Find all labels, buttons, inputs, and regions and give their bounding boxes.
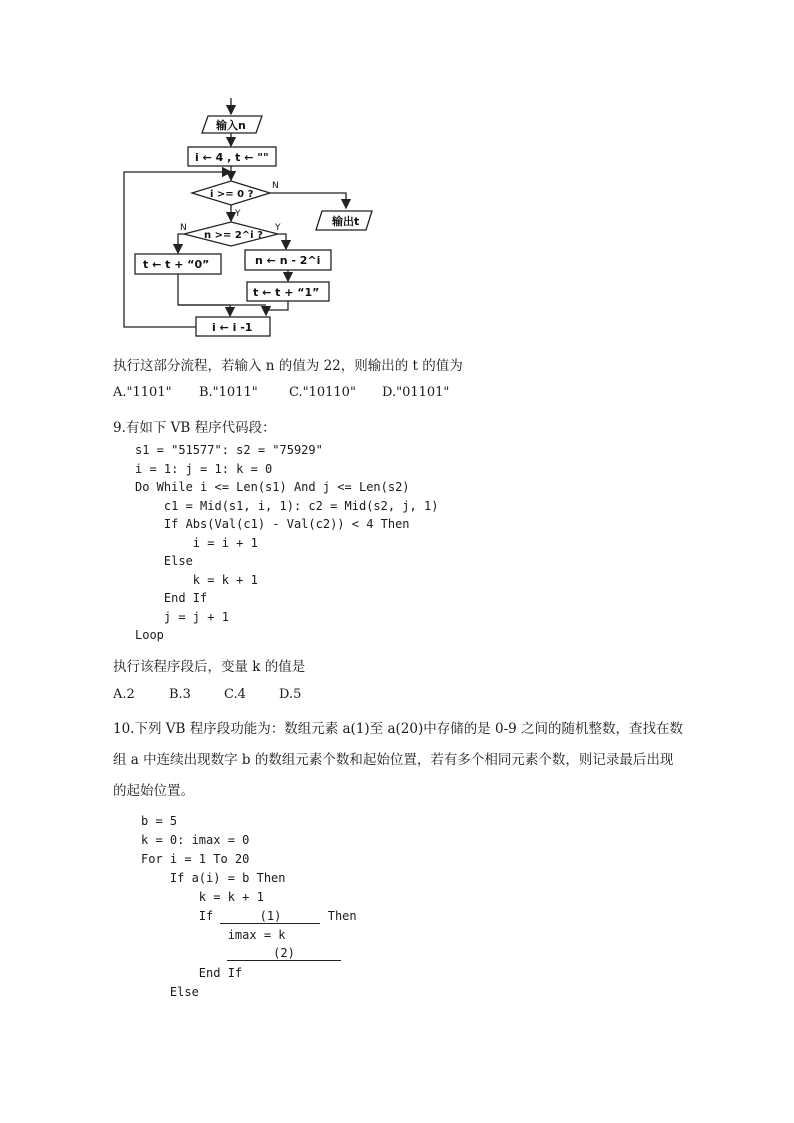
cond1-no-label: N <box>272 181 279 191</box>
q10-code-line-9: End If <box>141 966 243 980</box>
cond1-yes-label: Y <box>235 209 241 219</box>
q10-then-keyword: Then <box>327 909 357 923</box>
q10-text-line-2: 组 a 中连续出现数字 b 的数组元素个数和起始位置，若有多个相同元素个数，则记录最后出现 <box>113 752 674 768</box>
q8-option-b: B."1011" <box>199 385 258 400</box>
cond2-yes-label: Y <box>275 223 281 233</box>
q10-text-line-1: 10.下列 VB 程序段功能为：数组元素 a(1)至 a(20)中存储的是 0-9 之间的随机整数，查找在数 <box>113 721 684 737</box>
q8-text: 执行这部分流程，若输入 n 的值为 22，则输出的 t 的值为 <box>113 358 463 374</box>
q9-code-line-5: If Abs(Val(c1) - Val(c2)) < 4 Then <box>135 517 410 531</box>
q9-code-line-9: End If <box>135 591 208 605</box>
cond2-label: n >= 2^i ? <box>204 230 263 241</box>
left-box-label: t ← t + “0” <box>143 258 210 271</box>
right-box-2-label: t ← t + “1” <box>253 286 320 299</box>
q9-option-b: B.3 <box>169 687 191 702</box>
cond2-no-label: N <box>180 223 187 233</box>
q9-code-line-3: Do While i <= Len(s1) And j <= Len(s2) <box>135 480 410 494</box>
q10-code-line-4: If a(i) = b Then <box>141 871 286 885</box>
q8-option-c: C."10110" <box>289 385 356 400</box>
q10-blank-2[interactable]: (2) <box>227 946 341 961</box>
init-label: i ← 4 , t ← "" <box>195 151 269 164</box>
q9-code-line-2: i = 1: j = 1: k = 0 <box>135 462 273 476</box>
q10-text-line-3: 的起始位置。 <box>113 783 194 799</box>
bottom-box-label: i ← i -1 <box>212 321 253 334</box>
q10-code-line-3: For i = 1 To 20 <box>141 852 250 866</box>
q9-option-d: D.5 <box>279 687 302 702</box>
flowchart <box>110 90 410 350</box>
q9-code-line-6: i = i + 1 <box>135 536 258 550</box>
q9-question: 执行该程序段后，变量 k 的值是 <box>113 659 306 675</box>
q9-code-line-10: j = j + 1 <box>135 610 229 624</box>
q10-code-line-5: k = k + 1 <box>141 890 264 904</box>
q10-code-line-1: b = 5 <box>141 814 178 828</box>
q10-code-line-6 <box>141 909 357 924</box>
q8-option-d: D."01101" <box>382 385 450 400</box>
q10-code-line-10: Else <box>141 985 199 999</box>
q9-code-line-11: Loop <box>135 628 164 642</box>
q10-code-line-7: imax = k <box>141 928 286 942</box>
q8-option-a: A."1101" <box>113 385 172 400</box>
q10-if-keyword: If <box>141 909 214 923</box>
output-label: 输出t <box>332 215 360 228</box>
q9-option-c: C.4 <box>224 687 246 702</box>
q9-code-line-4: c1 = Mid(s1, i, 1): c2 = Mid(s2, j, 1) <box>135 499 439 513</box>
q9-code-line-7: Else <box>135 554 193 568</box>
q9-code-line-1: s1 = "51577": s2 = "75929" <box>135 443 323 457</box>
q10-code-line-2: k = 0: imax = 0 <box>141 833 250 847</box>
q9-title: 9.有如下 VB 程序代码段： <box>113 420 276 436</box>
input-label: 输入n <box>216 119 246 132</box>
q9-code-line-8: k = k + 1 <box>135 573 258 587</box>
q10-code-line-8 <box>227 946 341 961</box>
q9-option-a: A.2 <box>113 687 135 702</box>
right-box-1-label: n ← n - 2^i <box>255 254 321 267</box>
q10-blank-1[interactable]: (1) <box>220 909 320 924</box>
cond1-label: i >= 0 ? <box>210 189 254 200</box>
